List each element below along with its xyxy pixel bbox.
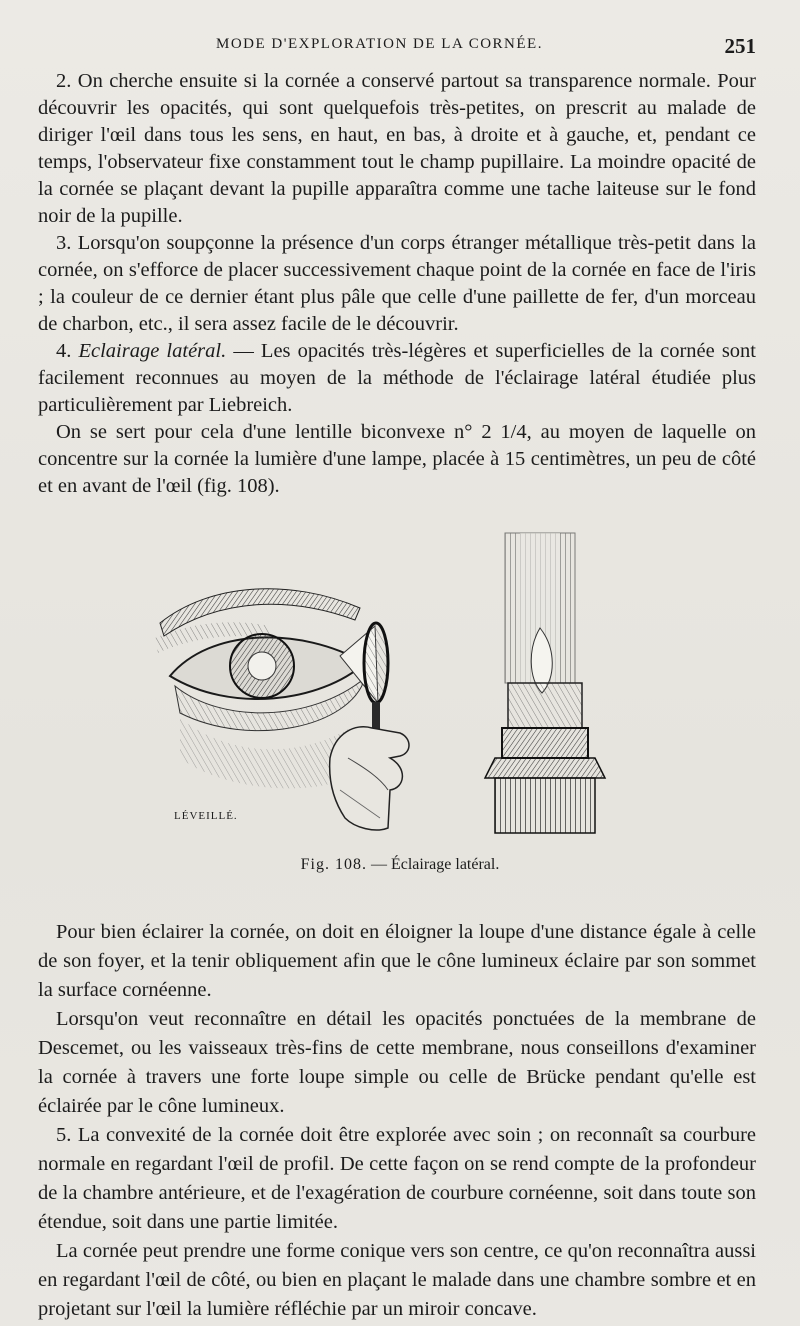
section-heading: Eclairage latéral.	[78, 340, 227, 362]
lamp-base	[485, 758, 605, 778]
paragraph-number: 4.	[56, 340, 72, 362]
paragraph-descemet: Lorsqu'on veut reconnaître en détail les opacités ponctuées de la membrane de Descemet, ou les vaisseaux très-fins de cette membrane, nous conseillons d'examiner la cornée à travers une forte loupe simple ou celle de Brücke pendant qu'elle est éclairée par le cône lumineux.	[38, 1008, 756, 1117]
text-block-bottom	[38, 918, 756, 1324]
lens	[364, 623, 388, 703]
engraving-illustration	[150, 528, 630, 848]
paragraph-lens: On se sert pour cela d'une lentille biconvexe n° 2 1/4, au moyen de laquelle on concentre sur la cornée la lumière d'une lampe, placée à 15 centimètres, un peu de côté et en avant de l'œil (fig. 108).	[38, 421, 756, 497]
text-block-top	[38, 68, 756, 500]
paragraph-focus: Pour bien éclairer la cornée, on doit en éloigner la loupe d'une distance égale à celle de son foyer, et la tenir obliquement afin que le cône lumineux éclaire par son sommet la surface cornéenne.	[38, 921, 756, 1001]
page-number: 251	[724, 34, 756, 58]
paragraph-conical-cornea: La cornée peut prendre une forme conique vers son centre, ce qu'on reconnaîtra aussi en regardant l'œil de côté, ou bien en plaçant le malade dans une chambre sombre et en projetant sur l'œil la lumière réfléchie par un miroir concave.	[38, 1240, 756, 1320]
lamp-collar	[502, 728, 588, 758]
paragraph-foreign-body: 3. Lorsqu'on soupçonne la présence d'un corps étranger métallique très-petit dans la cornée, on s'efforce de placer successivement chaque point de la cornée en face de l'iris ; la couleur de ce dernier étant plus pâle que celle d'une paillette de fer, d'un morceau de charbon, etc., il sera assez facile de le découvrir.	[38, 232, 756, 335]
figure-108	[150, 528, 630, 848]
hand	[330, 727, 409, 830]
artist-signature: LÉVEILLÉ.	[174, 810, 238, 822]
lamp-body	[495, 778, 595, 833]
paragraph-text: — Les opacités très-légères et superficielles de la cornée sont facilement reconnues au moyen de la méthode de l'éclairage latéral étudiée plus particulièrement par Liebreich.	[38, 340, 756, 416]
lamp-glass	[508, 683, 582, 728]
figure-caption	[0, 856, 800, 874]
running-title: MODE D'EXPLORATION DE LA CORNÉE.	[216, 36, 543, 52]
caption-text: — Éclairage latéral.	[366, 856, 500, 873]
pupil-highlight	[248, 652, 276, 680]
paragraph-lateral-lighting	[38, 338, 756, 419]
paragraph-convexity: 5. La convexité de la cornée doit être explorée avec soin ; on reconnaît sa courbure normale en regardant l'œil de profil. De cette façon on se rend compte de la profondeur de la chambre antérieure, et de l'exagération de courbure cornéenne, soit dans toute son étendue, soit dans une partie limitée.	[38, 1124, 756, 1233]
caption-label: Fig. 108.	[300, 856, 367, 873]
paragraph-opacities: 2. On cherche ensuite si la cornée a conservé partout sa transparence normale. Pour découvrir les opacités, qui sont quelquefois très-petites, on prescrit au malade de diriger l'œil dans tous les sens, en haut, en bas, à droite et à gauche, et, pendant ce temps, l'observateur fixe constamment tout le champ pupillaire. La moindre opacité de la cornée se plaçant devant la pupille apparaîtra comme une tache laiteuse sur le fond noir de la pupille.	[38, 70, 756, 227]
running-head	[38, 34, 756, 58]
